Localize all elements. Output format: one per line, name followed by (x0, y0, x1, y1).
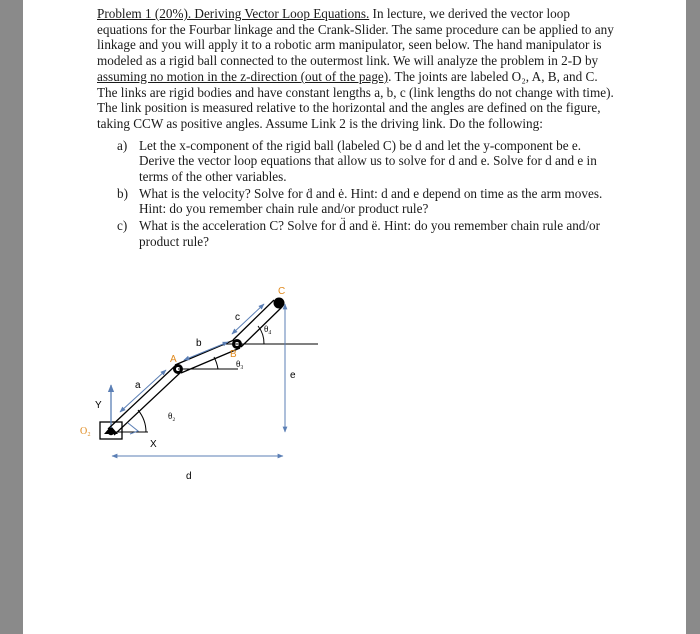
part-text: Let the x-component of the rigid ball (labeled C) be d and let the y-component be e. Derive the vector loop equations that allow us to solve for d and e. Solve for d and e in terms of the other variables. (139, 137, 597, 185)
robot-arm-diagram (78, 282, 338, 492)
dim-b-arrow (184, 342, 228, 360)
problem-parts-list (97, 138, 617, 250)
label-joint-a: A (170, 354, 177, 365)
label-e: e (290, 370, 296, 381)
part-a (117, 138, 617, 185)
label-d: d (186, 471, 192, 482)
problem-intro (97, 6, 617, 132)
dim-a-arrow (120, 370, 166, 412)
part-b (117, 186, 617, 217)
label-x: X (150, 439, 157, 450)
theta2-arc (138, 410, 146, 432)
link-a-edge-2 (114, 372, 181, 435)
label-theta2: θ₂ (168, 411, 176, 421)
link-b-edge-1 (175, 340, 234, 365)
part-c (117, 218, 617, 249)
link-a-edge-1 (108, 366, 175, 429)
label-a: a (135, 380, 141, 391)
problem-text (97, 6, 617, 251)
label-b: b (196, 338, 202, 349)
intro-part-1: In lecture, we derived the vector loop equations for the Fourbar linkage and the Crank-Slider. The same procedure can be applied to any linkage and you will apply it to a robotic arm manipulator, seen below. The hand manipulator is modeled as a rigid ball connected to the outermost link. We will analyze the problem in 2-D by (97, 6, 614, 69)
label-theta3: θ₃ (236, 359, 244, 369)
part-label: a) (117, 137, 128, 153)
label-ball-c: C (278, 286, 286, 297)
label-theta4: θ₄ (264, 324, 272, 334)
part-label: b) (117, 185, 128, 201)
label-y: Y (95, 400, 102, 411)
label-o2: O₂ (80, 426, 91, 437)
robot-arm-figure (78, 282, 338, 492)
intro-underlined-assumption: assuming no motion in the z-direction (out of the page) (97, 68, 389, 84)
part-text: What is the velocity? Solve for ḋ and ė. Hint: d and e depend on time as the arm moves. Hint: do you remember chain rule and/or product rule? (139, 185, 603, 217)
label-joint-b: B (230, 349, 237, 360)
ball-c (274, 298, 285, 309)
intro-part-2: . The joints are labeled O₂, A, B, and C. The links are rigid bodies and have constant lengths a, b, c (link lengths do not change with time). The link position is measured relative to the horizontal and the angles are defined on the figure, taking CCW as positive angles. Assume Link 2 is the driving link. Do the following: (97, 68, 614, 131)
part-label: c) (117, 218, 128, 234)
right-margin-bar (686, 0, 700, 634)
label-c: c (235, 312, 240, 323)
left-margin-bar (0, 0, 23, 634)
part-text: What is the acceleration C? Solve for d̈ and ë. Hint: do you remember chain rule and/or product rule? (139, 218, 601, 249)
problem-heading: Problem 1 (20%). Deriving Vector Loop Equations. (97, 6, 370, 21)
